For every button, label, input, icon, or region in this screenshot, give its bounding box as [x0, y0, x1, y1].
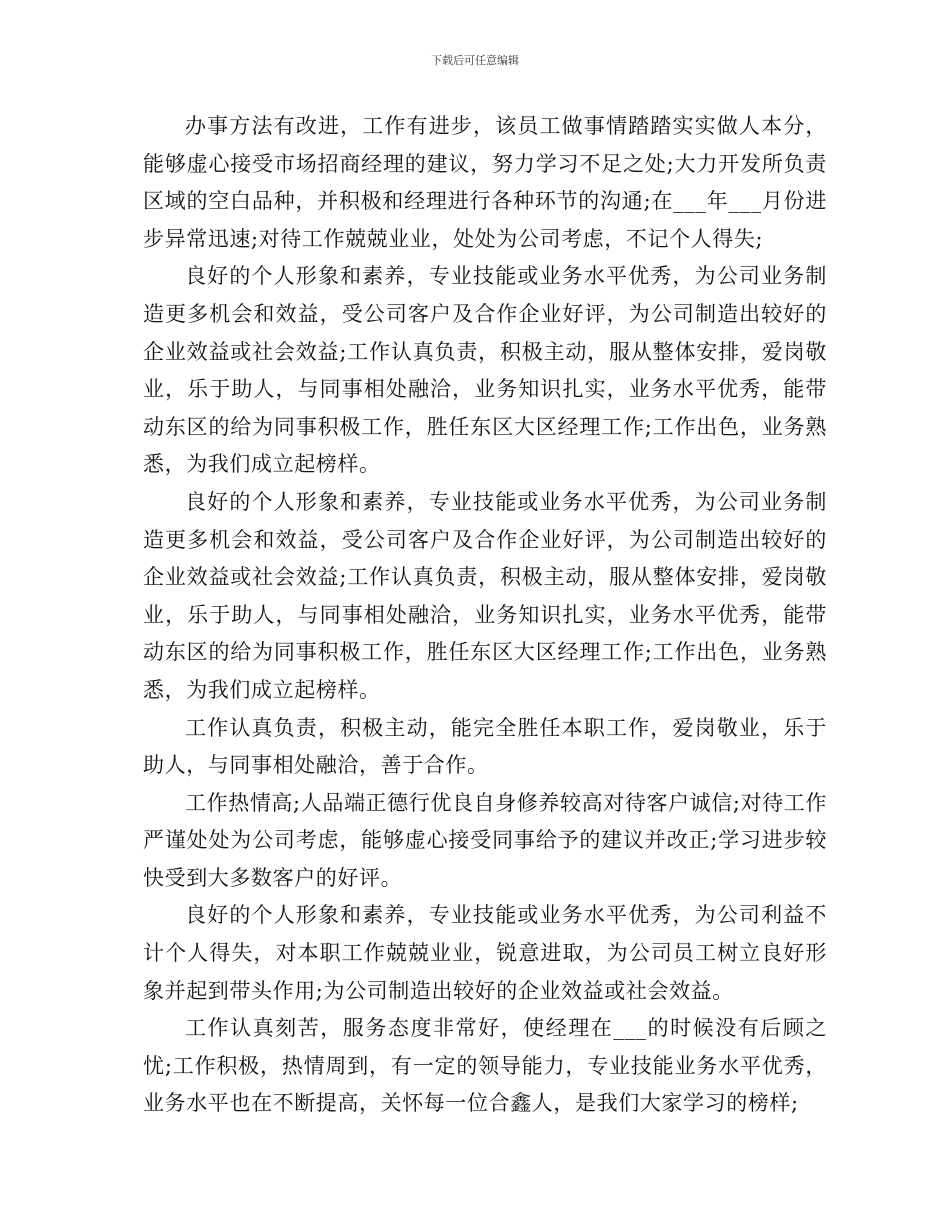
paragraph: 工作认真负责，积极主动，能完全胜任本职工作，爱岗敬业，乐于助人，与同事相处融洽，善于合作。	[143, 715, 827, 778]
paragraph: 办事方法有改进，工作有进步，该员工做事情踏踏实实做人本分，能够虚心接受市场招商经理的建议，努力学习不足之处;大力开发所负责区域的空白品种，并积极和经理进行各种环节的沟通;在___年___月份进步异常迅速;对待工作兢兢业业，处处为公司考虑，不记个人得失;	[143, 114, 827, 251]
document-body	[143, 108, 827, 1123]
paragraph: 良好的个人形象和素养，专业技能或业务水平优秀，为公司业务制造更多机会和效益，受公司客户及合作企业好评，为公司制造出较好的企业效益或社会效益;工作认真负责，积极主动，服从整体安排，爱岗敬业，乐于助人，与同事相处融洽，业务知识扎实，业务水平优秀，能带动东区的给为同事积极工作，胜任东区大区经理工作;工作出色，业务熟悉，为我们成立起榜样。	[143, 489, 827, 702]
paragraph: 工作认真刻苦，服务态度非常好，使经理在___的时候没有后顾之忧;工作积极，热情周到，有一定的领导能力，专业技能业务水平优秀，业务水平也在不断提高，关怀每一位合鑫人，是我们大家学习的榜样;	[143, 1016, 827, 1116]
paragraph: 良好的个人形象和素养，专业技能或业务水平优秀，为公司业务制造更多机会和效益，受公司客户及合作企业好评，为公司制造出较好的企业效益或社会效益;工作认真负责，积极主动，服从整体安排，爱岗敬业，乐于助人，与同事相处融洽，业务知识扎实，业务水平优秀，能带动东区的给为同事积极工作，胜任东区大区经理工作;工作出色，业务熟悉，为我们成立起榜样。	[143, 264, 827, 477]
paragraph: 工作热情高;人品端正德行优良自身修养较高对待客户诚信;对待工作严谨处处为公司考虑，能够虚心接受同事给予的建议并改正;学习进步较快受到大多数客户的好评。	[143, 790, 827, 890]
paragraph: 良好的个人形象和素养，专业技能或业务水平优秀，为公司利益不计个人得失，对本职工作兢兢业业，锐意进取，为公司员工树立良好形象并起到带头作用;为公司制造出较好的企业效益或社会效益。	[143, 903, 827, 1003]
page-header: 下载后可任意编辑	[431, 54, 519, 67]
